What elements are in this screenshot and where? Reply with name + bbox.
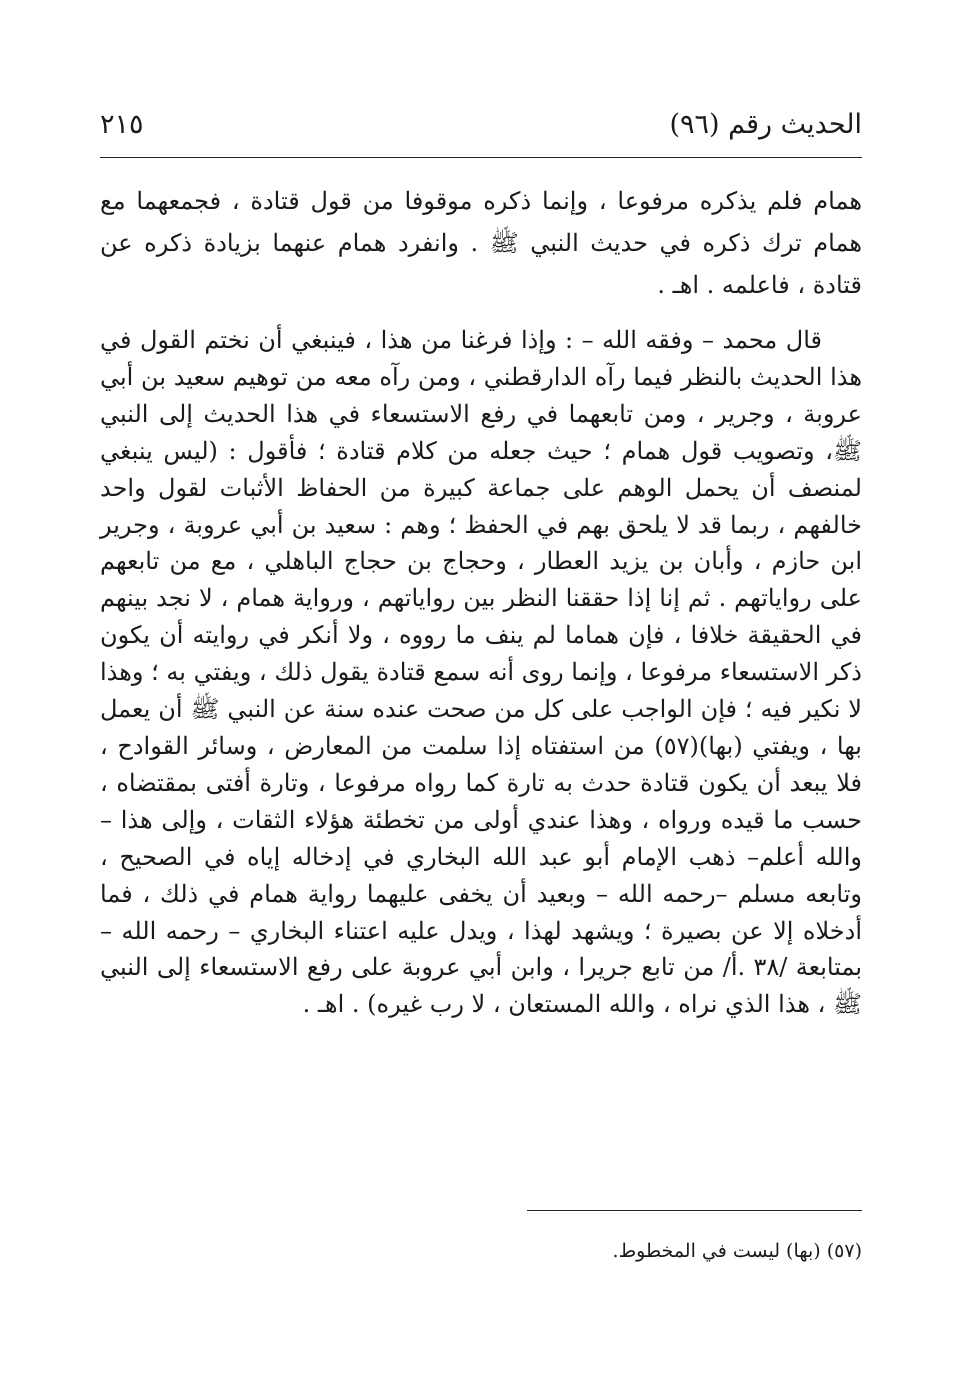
- page-number: ٢١٥: [100, 109, 144, 140]
- footnote-divider: [527, 1210, 862, 1211]
- running-title: الحديث رقم (٩٦): [669, 109, 862, 140]
- header-divider: [100, 157, 862, 158]
- body-paragraph: همام فلم يذكره مرفوعا ، وإنما ذكره موقوفا من قول قتادة ، فجمعهما مع همام ترك ذكره في حديث النبي ﷺ . وانفرد همام عنهما بزيادة ذكره عن قتادة ، فاعلمه . اهـ .: [100, 187, 862, 299]
- footnote: (٥٧) (بها) ليست في المخطوط.: [612, 1240, 862, 1262]
- body-paragraph: قال محمد – وفقه الله – : وإذا فرغنا من هذا ، فينبغي أن نختم القول في هذا الحديث بالنظر فيما رآه الدارقطني ، ومن رآه معه من توهيم سعيد بن أبي عروبة ، وجرير ، ومن تابعهما في رفع الاستسعاء في هذا الحديث إلى النبي ﷺ، وتصويب قول همام ؛ حيث جعله من كلام قتادة ؛ فأقول : (ليس ينبغي لمنصف أن يحمل الوهم على جماعة كبيرة من الحفاظ الأثبات لقول واحد خالفهم ، ربما قد لا يلحق بهم في الحفظ ؛ وهم : سعيد بن أبي عروبة ، وجرير ابن حازم ، وأبان بن يزيد العطار ، وحجاج بن حجاج الباهلي ، مع من تابعهم على رواياتهم . ثم إنا إذا حققنا النظر بين رواياتهم ، ورواية همام ، لا نجد بينهم في الحقيقة خلافا ، فإن هماما لم ينف ما رووه ، ولا أنكر في روايته أن يكون ذكر الاستسعاء مرفوعا ، وإنما روى أنه سمع قتادة يقول ذلك ، ويفتي به ؛ وهذا لا نكير فيه ؛ فإن الواجب على كل من صحت عنده سنة عن النبي ﷺ أن يعمل بها ، ويفتي (بها)(٥٧) من استفتاه إذا سلمت من المعارض ، وسائر القوادح ، فلا يبعد أن يكون قتادة حدث به تارة كما رواه مرفوعا ، وتارة أفتى بمقتضاه ، حسب ما قيده ورواه ، وهذا عندي أولى من تخطئة هؤلاء الثقات ، وإلى هذا –والله أعلم– ذهب الإمام أبو عبد الله البخاري في إدخاله إياه في الصحيح ، وتابعه مسلم –رحمه الله – وبعيد أن يخفى عليهما رواية همام في ذلك ، فما أدخلاه إلا عن بصيرة ؛ ويشهد لهذا ، ويدل عليه اعتناء البخاري – رحمه الله – بمتابعة /٣٨ .أ/ من تابع جريرا ، وابن أبي عروبة على رفع الاستسعاء إلى النبي ﷺ ، هذا الذي نراه ، والله المستعان ، لا رب غيره) . اهـ .: [100, 326, 863, 1019]
- page-header: [100, 100, 862, 152]
